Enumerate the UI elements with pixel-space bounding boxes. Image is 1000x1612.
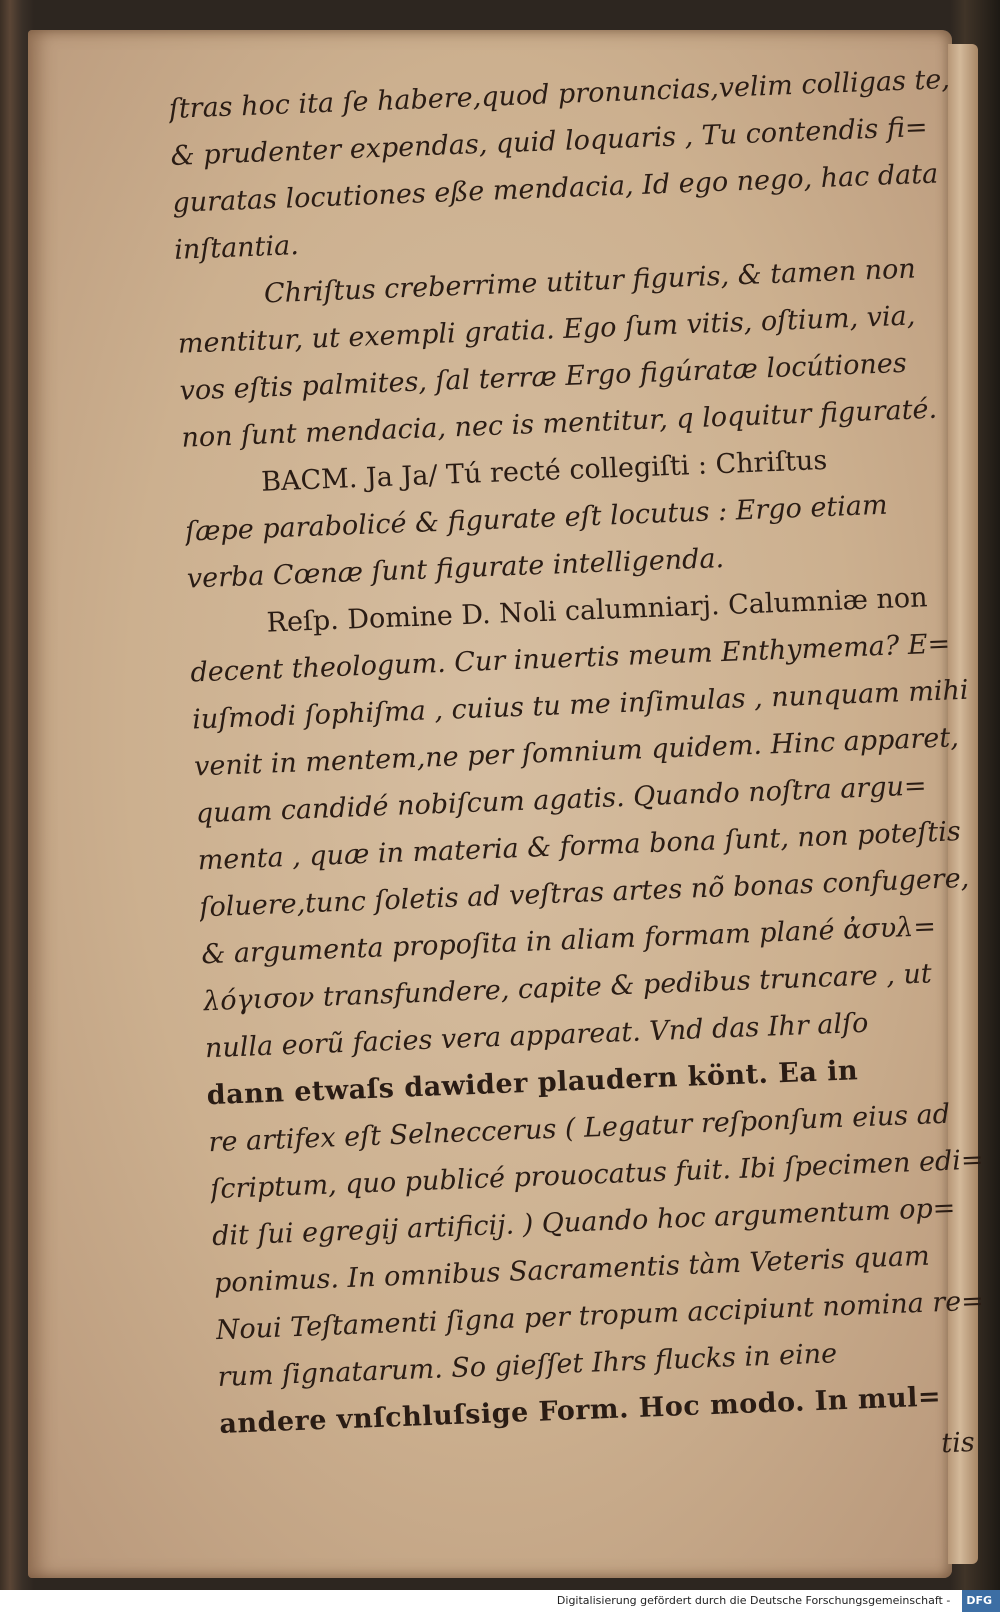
text-line: rum ſignatarum. So gieſſet Ihrs flucks in eine [217, 1338, 838, 1394]
text-line: Chriſtus creberrime utitur figuris, & tamen non [263, 253, 917, 310]
text-line: menta , quæ in materia & forma bona ſunt, non poteſtis [197, 816, 962, 877]
text-line-speaker: BACM. Ja Ja/ Tú recté collegiſti : Chriſtus [260, 444, 828, 498]
digitization-footer [0, 1590, 1000, 1612]
text-line: vos eſtis palmites, ſal terræ Ergo figúratæ locútiones [179, 347, 908, 407]
text-line: & argumenta propoſita in aliam formam plané ἀσυλ= [200, 911, 937, 971]
text-line: decent theologum. Cur inuertis meum Enthymema? E= [189, 628, 951, 689]
text-line-response: Reſp. Domine D. Noli calumniarj. Calumniæ non [266, 582, 929, 639]
text-line-fraktur: dann etwaſs dawider plaudern könt. Ea in [206, 1055, 859, 1112]
text-line: λόγισον transfundere, capite & pedibus truncare , ut [202, 958, 933, 1018]
text-line: & prudenter expendas, quid loquaris , Tu contendis fi= [170, 111, 929, 172]
text-line: ſcriptum, quo publicé prouocatus fuit. Ibi ſpecimen edi= [209, 1144, 985, 1206]
dfg-logo: DFG [962, 1590, 1000, 1612]
text-line: non ſunt mendacia, nec is mentitur, q loquitur figuraté. [180, 393, 938, 454]
text-line: dit ſui egregij artificij. ) Quando hoc argumentum op= [211, 1192, 956, 1253]
text-line-fraktur: andere vnſchluſsige Form. Hoc modo. In mul= [218, 1381, 942, 1441]
text-line: quam candidé nobiſcum agatis. Quando noſtra argu= [195, 770, 928, 830]
text-line: verba Cœnæ ſunt figurate intelligenda. [186, 543, 725, 595]
catchword: tis [940, 1427, 976, 1460]
page-text [168, 56, 1000, 1495]
text-line: venit in mentem,ne per ſomnium quidem. Hinc apparet, [193, 722, 960, 783]
text-line: Noui Teſtamenti ſigna per tropum accipiunt nomina re= [215, 1285, 985, 1347]
text-line: guratas locutiones eße mendacia, Id ego nego, hac data [171, 158, 939, 219]
text-line: re artifex eſt Selneccerus ( Legatur reſponſum eius ad [208, 1098, 951, 1159]
text-line: mentitur, ut exempli gratia. Ego ſum vitis, oſtium, via, [177, 300, 916, 360]
text-line: inſtantia. [173, 230, 300, 266]
text-line: nulla eorũ facies vera appareat. Vnd das Ihr alſo [204, 1007, 869, 1065]
text-line: ſtras hoc ita ſe habere,quod pronuncias,velim colligas te, [168, 63, 951, 125]
footer-text: Digitalisierung gefördert durch die Deutsche Forschungsgemeinschaft - [556, 1594, 951, 1607]
text-line: ſæpe parabolicé & figurate eſt locutus : Ergo etiam [184, 489, 889, 548]
text-line: ſoluere,tunc ſoletis ad veſtras artes nõ bonas confugere, [198, 862, 970, 924]
text-line: ponimus. In omnibus Sacramentis tàm Veteris quam [213, 1240, 931, 1300]
text-line: iuſmodi ſophiſma , cuius tu me inſimulas , nunquam mihi [191, 674, 970, 736]
